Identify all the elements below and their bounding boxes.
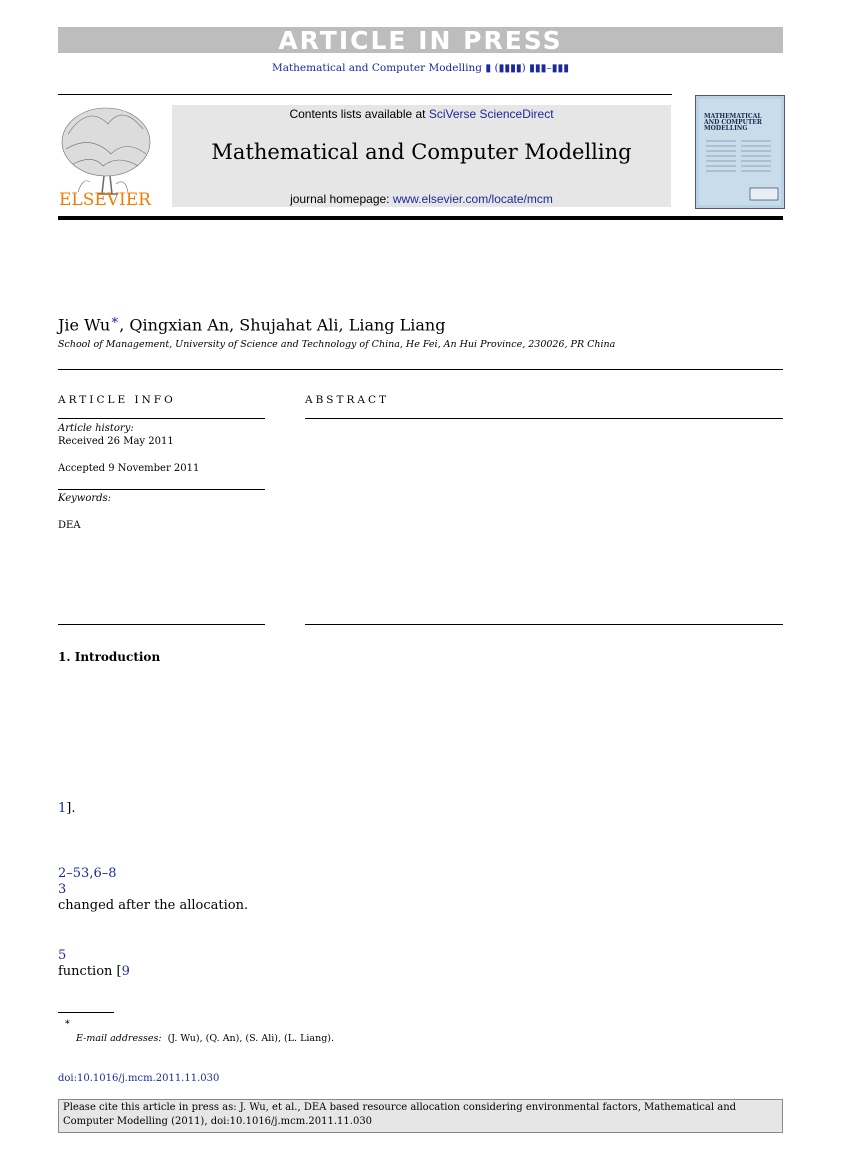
body-reference-line [58,801,76,816]
cite-text: Please cite this article in press as: J. Wu, et al., DEA based resource allocation considering environmental factors, Mathematical and Computer Modelling (2011), doi:10.1016/j.mcm.2011.11.030 [63,1102,737,1127]
footnote-emails [76,1033,334,1044]
history-label: Article history: [58,423,134,434]
reference-link[interactable]: 2–5 [58,866,82,881]
coauthors: , Qingxian An, Shujahat Ali, Liang Liang [119,315,446,335]
reference-link[interactable]: 3 [58,882,67,897]
email-list: (J. Wu), (Q. An), (S. Ali), (L. Liang). [167,1033,335,1044]
section-rule [58,369,783,370]
cover-access-badge [750,188,778,200]
journal-cover-thumbnail [695,95,785,209]
email-label: E-mail addresses: [76,1033,162,1044]
doi-link[interactable]: doi:10.1016/j.mcm.2011.11.030 [58,1073,220,1084]
article-info-bottom-rule [58,624,265,625]
journal-title: Mathematical and Computer Modelling [211,140,632,164]
affiliation: School of Management, University of Science and Technology of China, He Fei, An Hui Province, 230026, PR China [58,339,616,350]
abstract-bottom-rule [305,624,783,625]
citation-volume: ▮ (▮▮▮▮) ▮▮▮–▮▮▮ [485,62,570,74]
corresponding-author-mark[interactable]: ∗ [110,313,120,328]
homepage-prefix: journal homepage: [290,192,393,206]
body-reference-line [58,866,117,881]
article-info-rule [58,418,265,419]
journal-citation-link[interactable] [58,62,783,74]
cover-title: MATHEMATICAL AND COMPUTER MODELLING [704,113,762,132]
introduction-heading: 1. Introduction [58,650,161,664]
body-text: changed after the allocation. [58,898,249,913]
keywords-rule [58,489,265,490]
first-author: Jie Wu [58,315,111,335]
accepted-date: Accepted 9 November 2011 [58,463,200,474]
author-list [58,313,445,334]
contents-prefix: Contents lists available at [289,107,429,121]
reference-link[interactable]: 9 [121,964,130,979]
sciencedirect-link[interactable]: SciVerse ScienceDirect [428,107,554,121]
body-text-prefix: function [ [58,964,122,979]
header-thick-rule [58,216,783,220]
contents-line [172,107,671,121]
footnote-rule [58,1012,114,1013]
reference-link[interactable]: 3,6–8 [81,866,117,881]
article-in-press-banner: ARTICLE IN PRESS [58,27,783,53]
keywords-label: Keywords: [58,493,112,504]
body-text [58,964,130,979]
keyword-item: DEA [58,520,81,531]
reference-suffix: ]. [66,801,76,816]
reference-link[interactable]: 1 [58,801,67,816]
homepage-link[interactable]: www.elsevier.com/locate/mcm [392,192,553,206]
publisher-wordmark: ELSEVIER [59,190,151,208]
header-top-rule [58,94,672,95]
homepage-line [172,192,671,206]
citation-journal: Mathematical and Computer Modelling [271,62,483,74]
elsevier-tree-logo [58,104,153,208]
reference-link[interactable]: 5 [58,948,67,963]
footnote-marker: ∗ [64,1017,71,1028]
abstract-heading: ABSTRACT [305,394,390,406]
abstract-rule [305,418,783,419]
article-info-heading: ARTICLE INFO [58,394,176,406]
received-date: Received 26 May 2011 [58,436,174,447]
